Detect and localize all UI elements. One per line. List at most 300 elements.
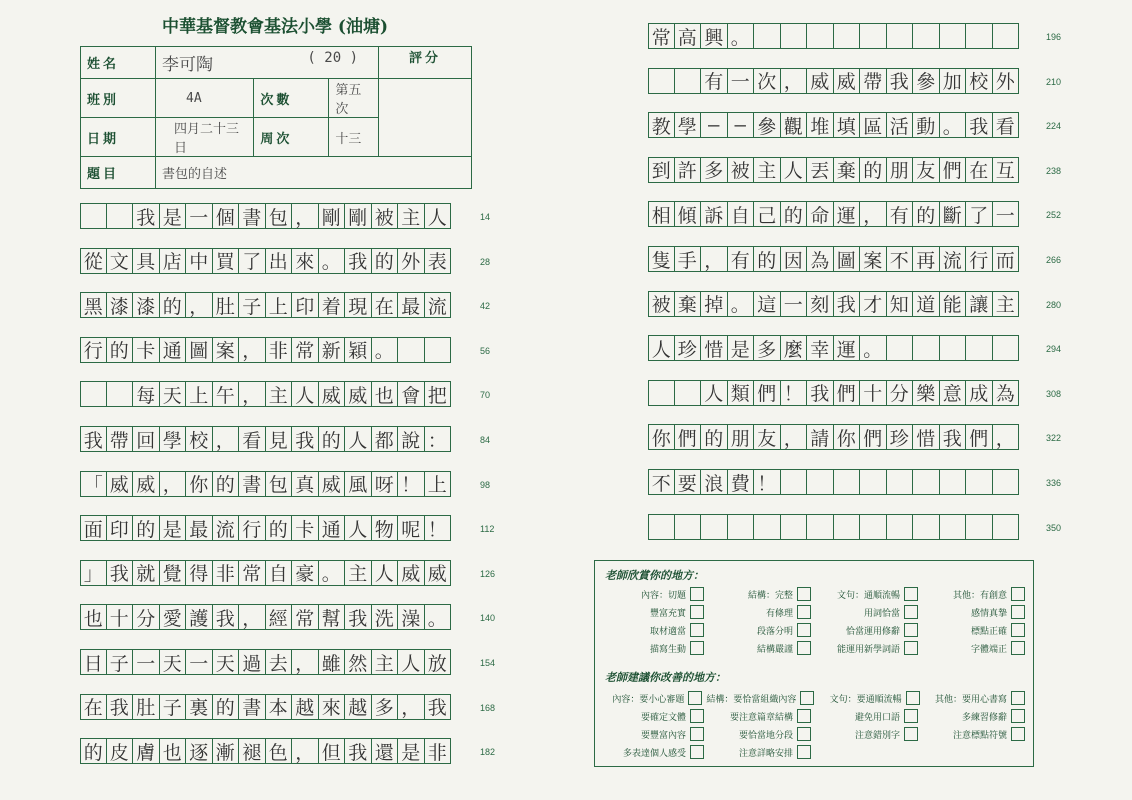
grid-cell: 有 (728, 246, 755, 272)
grid-cell (913, 335, 940, 361)
grid-row (80, 337, 451, 363)
feedback-item (815, 709, 922, 723)
feedback-item (601, 605, 708, 619)
grid-cell: 的 (160, 292, 187, 318)
grid-cell: 越 (292, 694, 319, 720)
improve-title: 老師建議你改善的地方： (605, 671, 726, 684)
grid-cell: 朋 (728, 424, 755, 450)
feedback-row (601, 691, 1029, 705)
checkbox[interactable] (1011, 587, 1025, 601)
grid-cell: 子 (239, 292, 266, 318)
grid-cell: 一 (781, 291, 808, 317)
grid-cell: 教 (648, 112, 675, 138)
grid-cell: 雖 (319, 649, 346, 675)
grid-cell: 常 (648, 23, 675, 49)
grid-cell (781, 23, 808, 49)
checkbox[interactable] (690, 745, 704, 759)
grid-cell: 一 (186, 203, 213, 229)
grid-row (80, 426, 451, 452)
grid-cell: 都 (372, 426, 399, 452)
grid-cell: 浪 (701, 469, 728, 495)
grid-cell: 要 (675, 469, 702, 495)
feedback-item-label: 豐富充實 (649, 608, 686, 619)
grid-cell (860, 514, 887, 540)
feedback-item (601, 691, 706, 705)
checkbox[interactable] (1011, 605, 1025, 619)
grid-cell: 越 (345, 694, 372, 720)
grid-cell: 的 (319, 426, 346, 452)
checkbox[interactable] (797, 623, 811, 637)
grid-cell: 膚 (133, 738, 160, 764)
feedback-item (601, 745, 708, 759)
grid-cell: 但 (319, 738, 346, 764)
grid-cell: 最 (398, 292, 425, 318)
grid-cell: 圖 (834, 246, 861, 272)
checkbox[interactable] (904, 623, 918, 637)
grid-cell: 每 (133, 381, 160, 407)
feedback-item (708, 623, 815, 637)
grid-cell: 你 (648, 424, 675, 450)
row-count-label: 322 (1046, 433, 1062, 444)
feedback-item-label: 結構：要恰當組織內容 (706, 694, 797, 705)
row-count-label: 294 (1046, 344, 1062, 355)
grid-cell: 不 (887, 246, 914, 272)
grid-cell: 也 (80, 604, 107, 630)
grid-cell: 一 (728, 68, 755, 94)
grid-cell (648, 68, 675, 94)
grid-cell: 的 (372, 248, 399, 274)
grid-cell: 學 (675, 112, 702, 138)
grid-cell: 見 (266, 426, 293, 452)
grid-cell (425, 337, 452, 363)
grid-cell: 表 (425, 248, 452, 274)
grid-cell: 現 (345, 292, 372, 318)
feedback-item (922, 709, 1029, 723)
grid-cell (648, 380, 675, 406)
grid-cell: 皮 (107, 738, 134, 764)
grid-cell: 高 (675, 23, 702, 49)
checkbox[interactable] (797, 605, 811, 619)
feedback-item-label: 要確定文體 (640, 712, 686, 723)
grid-cell: 威 (807, 68, 834, 94)
feedback-item-label: 文句：通順流暢 (836, 590, 900, 601)
grid-cell: 我 (807, 380, 834, 406)
grid-cell: 愛 (160, 604, 187, 630)
grid-row (80, 649, 451, 675)
grid-cell: 斷 (940, 201, 967, 227)
feedback-row (601, 605, 1029, 619)
grid-cell (887, 23, 914, 49)
grid-cell: 許 (675, 157, 702, 183)
grid-cell: ， (993, 424, 1020, 450)
grid-cell: 區 (860, 112, 887, 138)
feedback-item-label: 內容：切題 (640, 590, 686, 601)
grid-cell: 能 (940, 291, 967, 317)
grid-cell: ！ (425, 515, 452, 541)
grid-cell (675, 514, 702, 540)
grid-cell: 文 (107, 248, 134, 274)
grid-row (80, 604, 451, 630)
grid-cell: 動 (913, 112, 940, 138)
row-count-label: 196 (1046, 32, 1062, 42)
feedback-item (924, 691, 1029, 705)
grid-cell: ！ (398, 471, 425, 497)
grid-cell: — (728, 112, 755, 138)
grid-cell: 我 (107, 560, 134, 586)
checkbox[interactable] (797, 709, 811, 723)
grid-cell: 麼 (781, 335, 808, 361)
checkbox[interactable] (1011, 709, 1025, 723)
grid-cell: 棄 (675, 291, 702, 317)
grid-cell: ， (160, 471, 187, 497)
grid-cell: 非 (266, 337, 293, 363)
grid-cell: ， (239, 381, 266, 407)
grid-cell: 在 (372, 292, 399, 318)
grid-cell: 的 (213, 694, 240, 720)
feedback-item-label: 標點正確 (970, 626, 1007, 637)
grid-cell: 了 (966, 201, 993, 227)
grid-cell (966, 514, 993, 540)
feedback-item (601, 641, 708, 655)
grid-cell (80, 381, 107, 407)
grid-cell: 一 (133, 649, 160, 675)
grid-cell: 傾 (675, 201, 702, 227)
grid-cell: 人 (781, 157, 808, 183)
row-count-label: 126 (480, 568, 496, 579)
grid-cell: ： (425, 426, 452, 452)
feedback-item (708, 745, 815, 759)
grid-cell: 行 (80, 337, 107, 363)
grid-cell: 請 (807, 424, 834, 450)
grid-cell: 護 (186, 604, 213, 630)
count-label: 次數 (254, 79, 329, 118)
grid-cell: 肚 (133, 694, 160, 720)
feedback-item (708, 605, 815, 619)
grid-row (80, 248, 451, 274)
feedback-item-label: 其他：有創意 (952, 590, 1007, 601)
checkbox[interactable] (690, 641, 704, 655)
teacher-feedback-box (594, 560, 1034, 767)
grid-cell: 成 (966, 380, 993, 406)
grid-cell: 威 (107, 471, 134, 497)
grid-cell: 經 (266, 604, 293, 630)
grid-cell: 是 (728, 335, 755, 361)
grid-cell: 相 (648, 201, 675, 227)
grid-cell: 分 (887, 380, 914, 406)
topic-label: 題目 (81, 157, 156, 189)
grid-cell: 互 (993, 157, 1020, 183)
feedback-item-label: 多練習修辭 (961, 712, 1007, 723)
topic-value: 書包的自述 (156, 157, 472, 189)
grid-cell: 友 (754, 424, 781, 450)
grid-cell: 說 (398, 426, 425, 452)
grid-cell: 威 (834, 68, 861, 94)
grid-cell: 威 (319, 381, 346, 407)
feedback-row (601, 709, 1029, 723)
checkbox[interactable] (904, 587, 918, 601)
grid-cell: 加 (940, 68, 967, 94)
row-count-label: 56 (480, 345, 491, 356)
grid-cell: 被 (372, 203, 399, 229)
grid-cell: ， (292, 738, 319, 764)
checkbox[interactable] (800, 691, 814, 705)
grid-cell: 參 (913, 68, 940, 94)
checkbox[interactable] (690, 727, 704, 741)
grid-cell: 惜 (913, 424, 940, 450)
checkbox[interactable] (904, 641, 918, 655)
checkbox[interactable] (904, 727, 918, 741)
grid-row (80, 381, 451, 407)
checkbox[interactable] (690, 587, 704, 601)
row-count-label: 140 (480, 613, 496, 624)
row-count-label: 84 (480, 435, 491, 445)
grid-cell: 漸 (213, 738, 240, 764)
checkbox[interactable] (906, 691, 920, 705)
student-name: 李可陶 (162, 55, 213, 75)
grid-cell (807, 23, 834, 49)
grid-cell: 書 (239, 694, 266, 720)
feedback-item-label: 注意詳略安排 (738, 748, 793, 759)
grid-cell (993, 469, 1020, 495)
grid-cell: 色 (266, 738, 293, 764)
feedback-row (601, 623, 1029, 637)
grid-cell: 包 (266, 471, 293, 497)
grid-cell: 威 (398, 560, 425, 586)
grid-cell: 我 (80, 426, 107, 452)
grid-row (80, 203, 451, 229)
grid-cell: 是 (398, 738, 425, 764)
feedback-item (922, 623, 1029, 637)
grid-cell: 你 (834, 424, 861, 450)
grid-row (648, 68, 1019, 94)
grid-cell: 常 (239, 560, 266, 586)
checkbox[interactable] (1011, 691, 1025, 705)
grid-cell: 來 (292, 248, 319, 274)
grid-cell: 看 (993, 112, 1020, 138)
class-label: 班別 (81, 79, 156, 118)
grid-cell: 到 (648, 157, 675, 183)
grid-cell: 興 (701, 23, 728, 49)
grid-cell (913, 514, 940, 540)
grid-cell: 也 (372, 381, 399, 407)
grid-cell: 着 (319, 292, 346, 318)
grid-cell: 去 (266, 649, 293, 675)
grid-cell: 通 (319, 515, 346, 541)
grid-cell: ， (781, 424, 808, 450)
checkbox[interactable] (904, 605, 918, 619)
grid-cell: 珍 (675, 335, 702, 361)
grid-cell (107, 381, 134, 407)
feedback-item (708, 727, 815, 741)
grade-box (379, 79, 472, 157)
grid-cell: 案 (213, 337, 240, 363)
grid-cell: 午 (213, 381, 240, 407)
grid-cell: 。 (940, 112, 967, 138)
grid-cell (940, 335, 967, 361)
grid-cell: 自 (728, 201, 755, 227)
grid-cell: 填 (834, 112, 861, 138)
feedback-item (708, 709, 815, 723)
grid-cell (966, 469, 993, 495)
grid-cell: 有 (701, 68, 728, 94)
feedback-item (815, 727, 922, 741)
grid-cell: 具 (133, 248, 160, 274)
grid-cell: 們 (754, 380, 781, 406)
grid-cell: 卡 (133, 337, 160, 363)
grade-label: 評分 (379, 47, 472, 79)
grid-cell (940, 514, 967, 540)
grid-row (648, 469, 1019, 495)
checkbox[interactable] (1011, 623, 1025, 637)
grid-cell (834, 23, 861, 49)
grid-cell: 風 (345, 471, 372, 497)
row-count-label: 14 (480, 212, 491, 222)
grid-cell: 日 (80, 649, 107, 675)
grid-cell: 。 (319, 248, 346, 274)
grid-cell: 才 (860, 291, 887, 317)
grid-cell: 被 (648, 291, 675, 317)
row-count-label: 336 (1046, 478, 1062, 488)
grid-cell (781, 469, 808, 495)
row-count-label: 308 (1046, 388, 1062, 399)
grid-cell: 人 (345, 426, 372, 452)
grid-cell: 主 (993, 291, 1020, 317)
grid-cell: 黑 (80, 292, 107, 318)
grid-cell: 常 (292, 337, 319, 363)
feedback-item (708, 587, 815, 601)
grid-cell: 。 (319, 560, 346, 586)
checkbox[interactable] (690, 709, 704, 723)
grid-cell: 人 (425, 203, 452, 229)
feedback-item-label: 取材適當 (649, 626, 686, 637)
row-count-label: 224 (1046, 121, 1062, 132)
grid-cell: 運 (834, 335, 861, 361)
checkbox[interactable] (1011, 727, 1025, 741)
checkbox[interactable] (690, 623, 704, 637)
grid-cell: 這 (754, 291, 781, 317)
row-count-label: 70 (480, 390, 491, 401)
grid-cell: 多 (372, 694, 399, 720)
grid-cell: 己 (754, 201, 781, 227)
checkbox[interactable] (797, 745, 811, 759)
grid-cell: 呢 (398, 515, 425, 541)
grid-cell: 帶 (860, 68, 887, 94)
grid-cell: ， (860, 201, 887, 227)
grid-cell: 洗 (372, 604, 399, 630)
grid-cell: 上 (186, 381, 213, 407)
grid-cell: 棄 (834, 157, 861, 183)
grid-cell: 幫 (319, 604, 346, 630)
grid-cell: 看 (239, 426, 266, 452)
date-value: 四月二十三日 (156, 118, 254, 157)
grid-cell (754, 23, 781, 49)
grid-cell: 面 (80, 515, 107, 541)
feedback-item (706, 691, 818, 705)
checkbox[interactable] (688, 691, 702, 705)
checkbox[interactable] (904, 709, 918, 723)
grid-row (648, 112, 1019, 138)
grid-cell (807, 514, 834, 540)
checkbox[interactable] (797, 587, 811, 601)
grid-cell: ， (398, 694, 425, 720)
feedback-row (601, 745, 1029, 759)
grid-cell: 漆 (107, 292, 134, 318)
grid-cell (860, 469, 887, 495)
row-count-label: 252 (1046, 210, 1062, 221)
grid-cell: 隻 (648, 246, 675, 272)
grid-cell: 圖 (186, 337, 213, 363)
grid-cell: 意 (940, 380, 967, 406)
feedback-item-label: 段落分明 (756, 626, 793, 637)
grid-cell: 流 (425, 292, 452, 318)
grid-cell: 類 (728, 380, 755, 406)
date-label: 日期 (81, 118, 156, 157)
checkbox[interactable] (1011, 641, 1025, 655)
feedback-item (922, 641, 1029, 655)
grid-cell: 人 (345, 515, 372, 541)
feedback-item-label: 要恰當地分段 (738, 730, 793, 741)
checkbox[interactable] (797, 641, 811, 655)
grid-cell: ， (292, 649, 319, 675)
feedback-item-label: 感情真摯 (970, 608, 1007, 619)
grid-cell: 放 (425, 649, 452, 675)
grid-cell: 手 (675, 246, 702, 272)
feedback-item (818, 691, 923, 705)
feedback-item (815, 745, 922, 759)
grid-cell (940, 23, 967, 49)
feedback-item-label: 能運用新學詞語 (836, 644, 900, 655)
grid-cell: 主 (398, 203, 425, 229)
feedback-item-label: 用詞恰當 (863, 608, 900, 619)
grid-cell: 案 (860, 246, 887, 272)
checkbox[interactable] (797, 727, 811, 741)
grid-cell: 費 (728, 469, 755, 495)
week-value: 十三 (329, 118, 379, 157)
grid-row (648, 291, 1019, 317)
grid-row (80, 515, 451, 541)
grid-cell (754, 514, 781, 540)
grid-cell: 褪 (239, 738, 266, 764)
grid-row (648, 246, 1019, 272)
grid-cell: 訴 (701, 201, 728, 227)
grid-cell: 流 (940, 246, 967, 272)
feedback-row (601, 587, 1029, 601)
grid-cell: 還 (372, 738, 399, 764)
grid-cell: 我 (425, 694, 452, 720)
grid-cell: 在 (80, 694, 107, 720)
row-count-label: 238 (1046, 165, 1062, 176)
checkbox[interactable] (690, 605, 704, 619)
grid-cell: 剛 (345, 203, 372, 229)
grid-cell: 主 (266, 381, 293, 407)
grid-cell: 人 (701, 380, 728, 406)
count-value: 第五次 (329, 79, 379, 118)
grid-cell: 惜 (701, 335, 728, 361)
grid-cell: 的 (266, 515, 293, 541)
grid-cell: 印 (107, 515, 134, 541)
grid-cell: 上 (425, 471, 452, 497)
grid-cell: 上 (266, 292, 293, 318)
grid-cell (80, 203, 107, 229)
grid-cell: 命 (807, 201, 834, 227)
grid-cell: 穎 (345, 337, 372, 363)
grid-cell: 外 (993, 68, 1020, 94)
grid-cell: ！ (781, 380, 808, 406)
grid-cell: ！ (754, 469, 781, 495)
grid-cell: 校 (186, 426, 213, 452)
grid-row (80, 694, 451, 720)
grid-cell: 的 (860, 157, 887, 183)
